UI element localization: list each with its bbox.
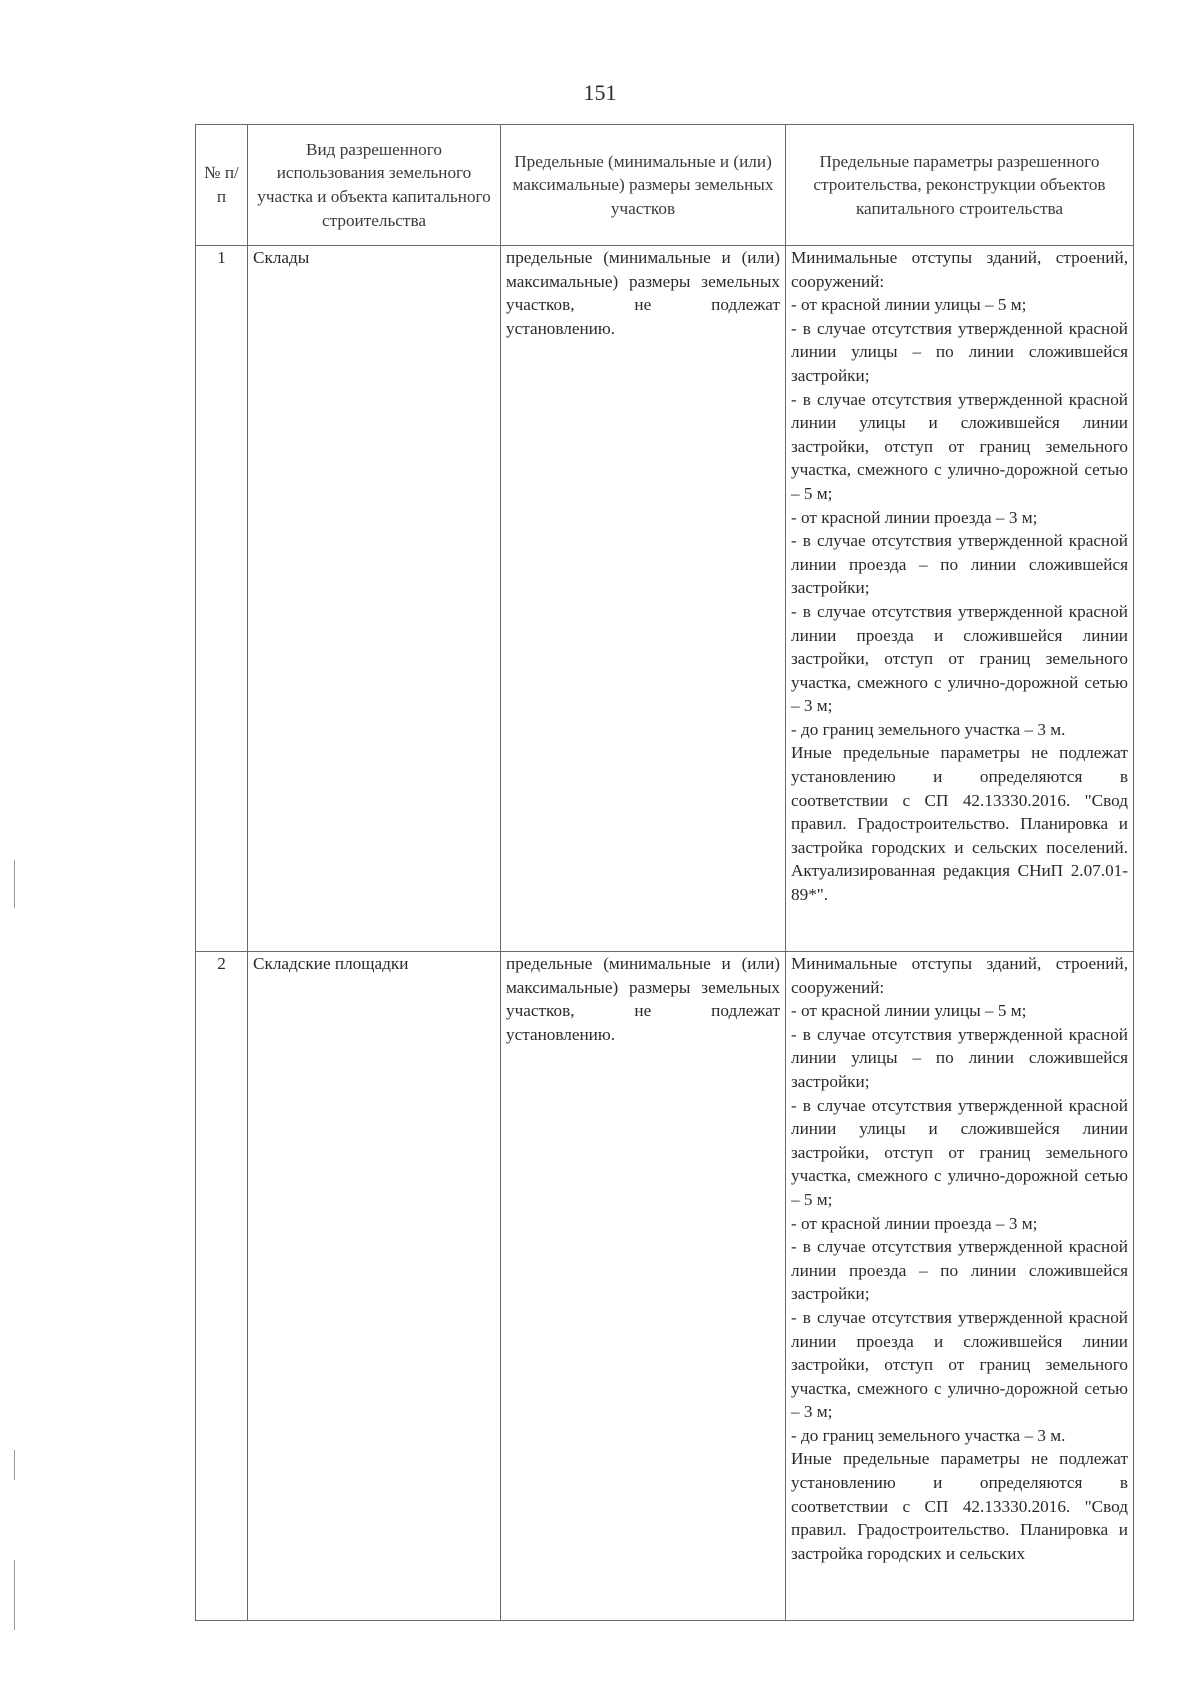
parameters-table xyxy=(195,124,1134,1621)
header-construction-limits: Предельные параметры разрешенного строительства, реконструкции объектов капитального строительства xyxy=(786,125,1134,246)
limits-paragraph: - в случае отсутствия утвержденной красной линии проезда и сложившейся линии застройки, отступ от границ земельного участка, смежного с улично-дорожной сетью – 3 м; xyxy=(791,1307,1128,1422)
limits-paragraph: - от красной линии проезда – 3 м; xyxy=(791,507,1038,527)
limits-paragraph: Иные предельные параметры не подлежат установлению и определяются в соответствии с СП 42.13330.2016. "Свод правил. Градостроительство. Планировка и застройка городских и сельских поселений. Актуализированная редакция СНиП 2.07.01-89*". xyxy=(791,743,1128,905)
limits-paragraph: - в случае отсутствия утвержденной красной линии улицы – по линии сложившейся застройки; xyxy=(791,1024,1128,1091)
table-header-row xyxy=(196,125,1134,246)
row-use-kind: Склады xyxy=(248,246,501,952)
limits-paragraph: - в случае отсутствия утвержденной красной линии улицы и сложившейся линии застройки, отступ от границ земельного участка, смежного с улично-дорожной сетью – 5 м; xyxy=(791,389,1128,503)
scan-margin-mark xyxy=(14,860,15,908)
limits-paragraph: - от красной линии улицы – 5 м; xyxy=(791,1001,1027,1021)
limits-paragraph: Иные предельные параметры не подлежат установлению и определяются в соответствии с СП 42.13330.2016. "Свод правил. Градостроительство. Планировка и застройка городских и сельских xyxy=(791,1449,1128,1563)
row-construction-limits xyxy=(786,952,1134,1621)
header-use-kind: Вид разрешенного использования земельного участка и объекта капитального строительства xyxy=(248,125,501,246)
limits-paragraph: - в случае отсутствия утвержденной красной линии проезда – по линии сложившейся застройки; xyxy=(791,1237,1128,1304)
row-plot-sizes: предельные (минимальные и (или) максимальные) размеры земельных участков, не подлежат установлению. xyxy=(501,952,786,1621)
scan-margin-mark xyxy=(14,1450,15,1480)
limits-paragraph: - в случае отсутствия утвержденной красной линии проезда и сложившейся линии застройки, отступ от границ земельного участка, смежного с улично-дорожной сетью – 3 м; xyxy=(791,601,1128,716)
table-row xyxy=(196,246,1134,952)
limits-paragraph: - в случае отсутствия утвержденной красной линии проезда – по линии сложившейся застройки; xyxy=(791,531,1128,598)
scan-margin-mark xyxy=(14,1560,15,1630)
limits-paragraph: - в случае отсутствия утвержденной красной линии улицы – по линии сложившейся застройки; xyxy=(791,318,1128,385)
header-plot-sizes: Предельные (минимальные и (или) максимальные) размеры земельных участков xyxy=(501,125,786,246)
header-number: № п/п xyxy=(196,125,248,246)
limits-paragraph: - от красной линии проезда – 3 м; xyxy=(791,1213,1038,1233)
row-number: 1 xyxy=(196,246,248,952)
table-row xyxy=(196,952,1134,1621)
row-use-kind: Складские площадки xyxy=(248,952,501,1621)
limits-paragraph: - в случае отсутствия утвержденной красной линии улицы и сложившейся линии застройки, отступ от границ земельного участка, смежного с улично-дорожной сетью – 5 м; xyxy=(791,1095,1128,1209)
row-plot-sizes: предельные (минимальные и (или) максимальные) размеры земельных участков, не подлежат установлению. xyxy=(501,246,786,952)
page-number: 151 xyxy=(583,80,617,105)
limits-paragraph: - до границ земельного участка – 3 м. xyxy=(791,1425,1066,1445)
limits-paragraph: Минимальные отступы зданий, строений, сооружений: xyxy=(791,954,1128,997)
limits-paragraph: Минимальные отступы зданий, строений, сооружений: xyxy=(791,248,1128,291)
row-number: 2 xyxy=(196,952,248,1621)
limits-paragraph: - до границ земельного участка – 3 м. xyxy=(791,719,1066,739)
row-construction-limits xyxy=(786,246,1134,952)
limits-paragraph: - от красной линии улицы – 5 м; xyxy=(791,295,1027,315)
